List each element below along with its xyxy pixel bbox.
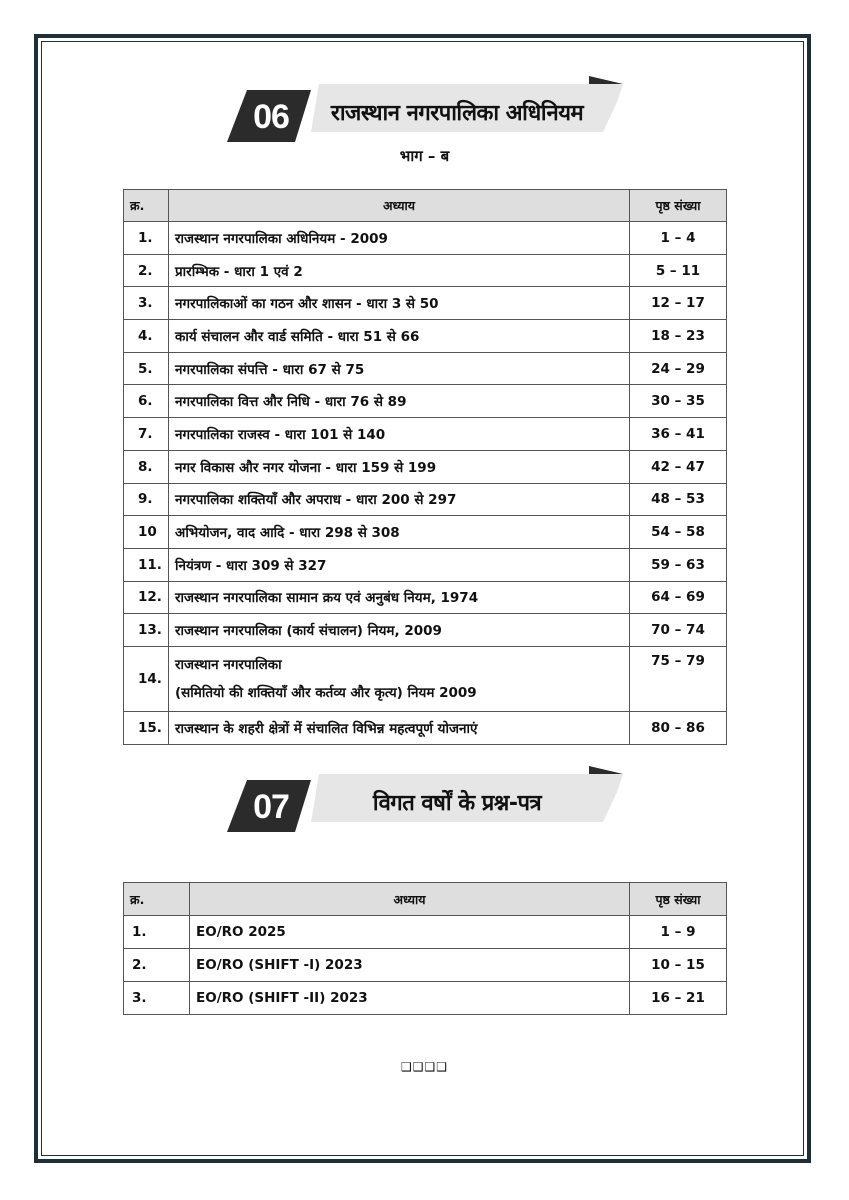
row-serial: 6. — [124, 385, 169, 418]
table-row — [124, 222, 727, 255]
table-row — [124, 287, 727, 320]
row-serial: 1. — [124, 916, 190, 949]
header-chapter: अध्याय — [190, 883, 630, 916]
row-chapter: राजस्थान नगरपालिका सामान क्रय एवं अनुबंध नियम, 1974 — [169, 581, 630, 614]
table-row — [124, 548, 727, 581]
row-chapter: अभियोजन, वाद आदि - धारा 298 से 308 — [169, 516, 630, 549]
row-chapter: EO/RO (SHIFT -I) 2023 — [190, 949, 630, 982]
row-serial: 5. — [124, 352, 169, 385]
row-serial: 4. — [124, 320, 169, 353]
header-page: पृष्ठ संख्या — [630, 883, 727, 916]
table-row — [124, 385, 727, 418]
row-pages: 80 – 86 — [630, 711, 727, 744]
row-pages: 70 – 74 — [630, 614, 727, 647]
header-chapter: अध्याय — [169, 190, 630, 222]
row-pages: 64 – 69 — [630, 581, 727, 614]
table-row — [124, 254, 727, 287]
row-pages: 5 – 11 — [630, 254, 727, 287]
row-chapter: नगरपालिका शक्तियाँ और अपराध - धारा 200 से 297 — [169, 483, 630, 516]
row-chapter: नियंत्रण - धारा 309 से 327 — [169, 548, 630, 581]
header-serial: क्र. — [124, 190, 169, 222]
row-chapter: नगरपालिकाओं का गठन और शासन - धारा 3 से 50 — [169, 287, 630, 320]
row-pages: 1 – 9 — [630, 916, 727, 949]
table-row — [124, 646, 727, 711]
table-row — [124, 614, 727, 647]
row-chapter — [169, 646, 630, 711]
row-pages: 24 – 29 — [630, 352, 727, 385]
table-row — [124, 916, 727, 949]
row-chapter-line1: राजस्थान नगरपालिका — [175, 656, 282, 673]
row-serial: 2. — [124, 254, 169, 287]
section-title: विगत वर्षों के प्रश्न-पत्र — [372, 791, 542, 816]
row-serial: 13. — [124, 614, 169, 647]
row-chapter: राजस्थान के शहरी क्षेत्रों में संचालित विभिन्न महत्वपूर्ण योजनाएं — [169, 711, 630, 744]
row-serial: 14. — [124, 646, 169, 711]
row-chapter: EO/RO (SHIFT -II) 2023 — [190, 982, 630, 1015]
contents-table-07 — [123, 882, 727, 1015]
row-chapter: नगरपालिका राजस्व - धारा 101 से 140 — [169, 418, 630, 451]
section-banner-07 — [225, 762, 625, 842]
table-header-row — [124, 883, 727, 916]
table-row — [124, 450, 727, 483]
end-mark: ❑❑❑❑ — [400, 1060, 449, 1074]
row-serial: 2. — [124, 949, 190, 982]
row-serial: 1. — [124, 222, 169, 255]
row-pages: 30 – 35 — [630, 385, 727, 418]
row-pages: 18 – 23 — [630, 320, 727, 353]
row-pages: 10 – 15 — [630, 949, 727, 982]
table-row — [124, 418, 727, 451]
row-serial: 9. — [124, 483, 169, 516]
row-serial: 10 — [124, 516, 169, 549]
row-serial: 12. — [124, 581, 169, 614]
header-page: पृष्ठ संख्या — [630, 190, 727, 222]
row-serial: 3. — [124, 287, 169, 320]
table-row — [124, 352, 727, 385]
table-row — [124, 711, 727, 744]
row-chapter: प्रारम्भिक - धारा 1 एवं 2 — [169, 254, 630, 287]
row-pages: 1 – 4 — [630, 222, 727, 255]
table-row — [124, 516, 727, 549]
contents-table-06 — [123, 189, 727, 745]
row-pages: 16 – 21 — [630, 982, 727, 1015]
header-serial: क्र. — [124, 883, 190, 916]
row-chapter: राजस्थान नगरपालिका अधिनियम - 2009 — [169, 222, 630, 255]
row-pages: 36 – 41 — [630, 418, 727, 451]
section-banner-06 — [225, 72, 625, 152]
row-chapter: EO/RO 2025 — [190, 916, 630, 949]
table-row — [124, 949, 727, 982]
row-chapter: नगर विकास और नगर योजना - धारा 159 से 199 — [169, 450, 630, 483]
row-serial: 11. — [124, 548, 169, 581]
row-pages: 59 – 63 — [630, 548, 727, 581]
row-pages: 54 – 58 — [630, 516, 727, 549]
table-header-row — [124, 190, 727, 222]
row-pages: 75 – 79 — [630, 646, 727, 711]
row-serial: 15. — [124, 711, 169, 744]
row-serial: 3. — [124, 982, 190, 1015]
section-number: 07 — [253, 788, 289, 826]
table-row — [124, 320, 727, 353]
row-chapter-line2: (समितियो की शक्तियाँ और कर्तव्य और कृत्य) नियम 2009 — [175, 684, 477, 701]
row-serial: 8. — [124, 450, 169, 483]
part-subheading: भाग – ब — [399, 147, 450, 165]
row-chapter: राजस्थान नगरपालिका (कार्य संचालन) नियम, 2009 — [169, 614, 630, 647]
row-chapter: नगरपालिका वित्त और निधि - धारा 76 से 89 — [169, 385, 630, 418]
section-number: 06 — [253, 98, 289, 136]
table-row — [124, 483, 727, 516]
row-chapter: कार्य संचालन और वार्ड समिति - धारा 51 से 66 — [169, 320, 630, 353]
row-serial: 7. — [124, 418, 169, 451]
section-title: राजस्थान नगरपालिका अधिनियम — [330, 101, 584, 126]
table-row — [124, 581, 727, 614]
row-pages: 48 – 53 — [630, 483, 727, 516]
table-row — [124, 982, 727, 1015]
row-chapter: नगरपालिका संपत्ति - धारा 67 से 75 — [169, 352, 630, 385]
row-pages: 42 – 47 — [630, 450, 727, 483]
row-pages: 12 – 17 — [630, 287, 727, 320]
